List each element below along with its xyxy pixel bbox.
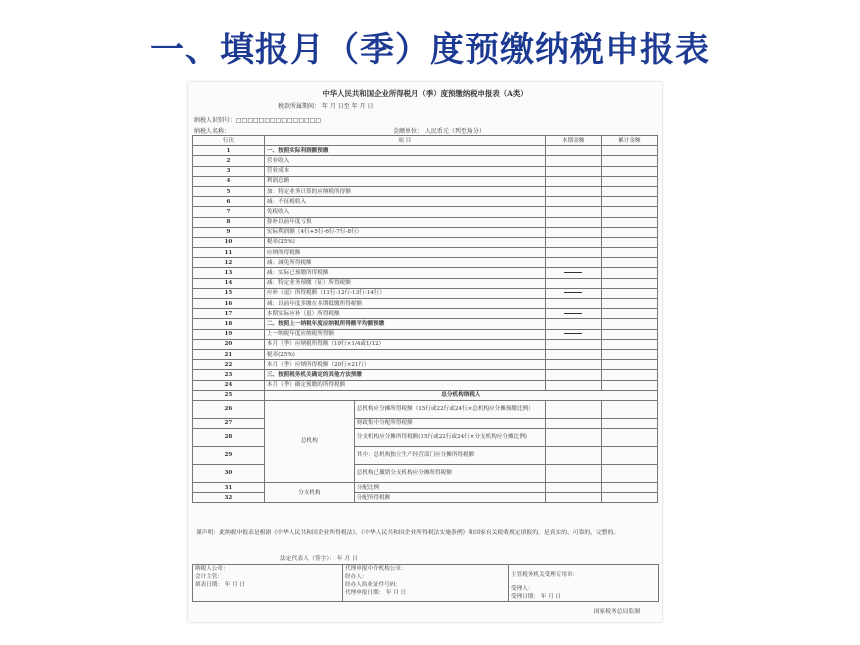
- table-row: [193, 319, 658, 329]
- current-amount-cell: [545, 258, 601, 268]
- header-cumulative: 累计金额: [601, 136, 657, 146]
- cumulative-amount-cell: [601, 217, 657, 227]
- cumulative-amount-cell: [601, 227, 657, 237]
- subsidiary-label: 分支机构: [264, 483, 354, 503]
- line-item: 本月（季）应纳所得税额（20行×21行）: [264, 360, 545, 370]
- table-row: [193, 278, 658, 288]
- line-item: 三、按照税务机关确定的其他方法预缴: [264, 370, 545, 380]
- sign-col-tax-office: [509, 565, 659, 602]
- table-row: [193, 248, 658, 258]
- current-amount-cell: [545, 278, 601, 288]
- table-row: [193, 156, 658, 166]
- current-amount-cell: [545, 156, 601, 166]
- line-item: 总机构已撤销分支机构应分摊所得税额: [354, 465, 545, 483]
- table-row: [193, 390, 658, 400]
- taxpayer-name: 纳税人名称：: [194, 128, 231, 135]
- branch-section-title: 总分机构纳税人: [264, 390, 657, 400]
- line-number: 21: [193, 349, 265, 359]
- current-amount-cell: [545, 370, 601, 380]
- not-applicable-dash: [564, 272, 582, 273]
- cumulative-amount-cell: [601, 349, 657, 359]
- form-footer: 国家税务总局监制: [593, 609, 640, 615]
- line-number: 5: [193, 186, 265, 196]
- header-item: 项 目: [264, 136, 545, 146]
- cumulative-amount-cell: [601, 360, 657, 370]
- header-current: 本期金额: [545, 136, 601, 146]
- line-item: 免税收入: [264, 207, 545, 217]
- line-number: 12: [193, 258, 265, 268]
- line-number: 16: [193, 299, 265, 309]
- line-number: 9: [193, 227, 265, 237]
- tax-period: 税款所属期间： 年 月 日至 年 月 日: [278, 103, 374, 110]
- current-amount-cell: [545, 309, 601, 319]
- table-row: [193, 360, 658, 370]
- legal-representative: 法定代表人（签字）： 年 月 日: [280, 556, 358, 562]
- line-number: 17: [193, 309, 265, 319]
- current-amount-cell: [545, 360, 601, 370]
- current-amount-cell: [545, 227, 601, 237]
- line-item: 二、按照上一纳税年度应纳税所得额平均额预缴: [264, 319, 545, 329]
- not-applicable-dash: [564, 333, 582, 334]
- line-number: 32: [193, 493, 265, 503]
- agent-seal: 代理申报中介机构公章：: [345, 566, 407, 572]
- agent-handler: 经办人：: [345, 574, 368, 580]
- cumulative-amount-cell: [601, 329, 657, 339]
- hq-label: 总机构: [264, 400, 354, 482]
- line-number: 23: [193, 370, 265, 380]
- line-item: 总机构应分摊所得税额（15行或22行或24行×总机构应分摊预缴比例）: [354, 400, 545, 418]
- line-item: 本月（季）应纳税所得额（19行×1/4或1/12）: [264, 339, 545, 349]
- line-item: 弥补以前年度亏损: [264, 217, 545, 227]
- line-item: 利润总额: [264, 176, 545, 186]
- table-row: [193, 370, 658, 380]
- cumulative-amount-cell: [601, 186, 657, 196]
- cumulative-amount-cell: [601, 447, 657, 465]
- current-amount-cell: [545, 400, 601, 418]
- line-item: 分支机构应分摊所得税额(15行或22行或24行×分支机构应分摊比例): [354, 429, 545, 447]
- line-number: 31: [193, 483, 265, 493]
- line-item: 财政集中分配所得税额: [354, 418, 545, 428]
- line-number: 18: [193, 319, 265, 329]
- line-item: 一、按照实际利润额预缴: [264, 146, 545, 156]
- line-number: 20: [193, 339, 265, 349]
- line-item: 营业成本: [264, 166, 545, 176]
- cumulative-amount-cell: [601, 288, 657, 298]
- fill-date: 填表日期： 年 月 日: [195, 582, 246, 588]
- cumulative-amount-cell: [601, 176, 657, 186]
- header-line: 行次: [193, 136, 265, 146]
- cumulative-amount-cell: [601, 299, 657, 309]
- line-number: 8: [193, 217, 265, 227]
- table-row: [193, 258, 658, 268]
- table-row: [193, 288, 658, 298]
- current-amount-cell: [545, 493, 601, 503]
- current-amount-cell: [545, 176, 601, 186]
- table-row: [193, 186, 658, 196]
- table-row: [193, 380, 658, 390]
- line-item: 税率(25%): [264, 349, 545, 359]
- line-number: 30: [193, 465, 265, 483]
- table-row: [193, 176, 658, 186]
- sign-col-agent: [343, 565, 509, 602]
- cumulative-amount-cell: [601, 248, 657, 258]
- line-number: 29: [193, 447, 265, 465]
- table-row: [193, 447, 658, 465]
- cumulative-amount-cell: [601, 370, 657, 380]
- table-row: [193, 418, 658, 428]
- line-number: 4: [193, 176, 265, 186]
- line-number: 13: [193, 268, 265, 278]
- line-item: 实际利润额（4行+5行-6行-7行-8行）: [264, 227, 545, 237]
- line-number: 24: [193, 380, 265, 390]
- sign-col-taxpayer: [193, 565, 343, 602]
- line-number: 10: [193, 237, 265, 247]
- table-row: [193, 493, 658, 503]
- line-item: 分配所得税额: [354, 493, 545, 503]
- cumulative-amount-cell: [601, 493, 657, 503]
- tax-office-seal: 主管税务机关受理专用章：: [511, 572, 579, 578]
- table-row: [193, 146, 658, 156]
- current-amount-cell: [545, 349, 601, 359]
- declaration-text: 谨声明：此纳税申报表是根据《中华人民共和国企业所得税法》、《中华人民共和国企业所得税法实施条例》和国家有关税收规定填报的，是真实的、可靠的、完整的。: [196, 530, 620, 536]
- cumulative-amount-cell: [601, 268, 657, 278]
- current-amount-cell: [545, 217, 601, 227]
- line-item: 营业收入: [264, 156, 545, 166]
- current-amount-cell: [545, 237, 601, 247]
- line-number: 26: [193, 400, 265, 418]
- table-row: [193, 400, 658, 418]
- current-amount-cell: [545, 418, 601, 428]
- line-number: 7: [193, 207, 265, 217]
- cumulative-amount-cell: [601, 465, 657, 483]
- current-amount-cell: [545, 329, 601, 339]
- line-item: 应补（退）所得税额（11行-12行-13行-14行）: [264, 288, 545, 298]
- line-item: 减：减免所得税额: [264, 258, 545, 268]
- current-amount-cell: [545, 166, 601, 176]
- line-number: 25: [193, 390, 265, 400]
- cumulative-amount-cell: [601, 146, 657, 156]
- line-number: 3: [193, 166, 265, 176]
- cumulative-amount-cell: [601, 156, 657, 166]
- not-applicable-dash: [564, 313, 582, 314]
- table-row: [193, 166, 658, 176]
- line-number: 22: [193, 360, 265, 370]
- signature-table: [192, 564, 659, 602]
- cumulative-amount-cell: [601, 319, 657, 329]
- line-number: 27: [193, 418, 265, 428]
- table-row: [193, 339, 658, 349]
- table-header-row: [193, 136, 658, 146]
- line-item: 上一纳税年度应纳税所得额: [264, 329, 545, 339]
- agent-cert-no: 经办人执业证件号码：: [345, 582, 401, 588]
- current-amount-cell: [545, 465, 601, 483]
- table-row: [193, 329, 658, 339]
- line-number: 15: [193, 288, 265, 298]
- line-item: 本月（季）确定预缴的所得税额: [264, 380, 545, 390]
- cumulative-amount-cell: [601, 400, 657, 418]
- cumulative-amount-cell: [601, 418, 657, 428]
- tax-form-image: [188, 82, 662, 622]
- table-row: [193, 349, 658, 359]
- current-amount-cell: [545, 339, 601, 349]
- table-row: [193, 465, 658, 483]
- line-number: 28: [193, 429, 265, 447]
- cumulative-amount-cell: [601, 237, 657, 247]
- table-row: [193, 299, 658, 309]
- cumulative-amount-cell: [601, 429, 657, 447]
- line-number: 1: [193, 146, 265, 156]
- current-amount-cell: [545, 319, 601, 329]
- line-item: 减：实际已预缴所得税额: [264, 268, 545, 278]
- line-number: 11: [193, 248, 265, 258]
- current-amount-cell: [545, 299, 601, 309]
- cumulative-amount-cell: [601, 207, 657, 217]
- table-row: [193, 207, 658, 217]
- table-row: [193, 309, 658, 319]
- table-row: [193, 217, 658, 227]
- current-amount-cell: [545, 429, 601, 447]
- amount-unit: 金额单位： 人民币元（列至角分）: [393, 128, 485, 135]
- line-item: 应纳所得税额: [264, 248, 545, 258]
- line-number: 14: [193, 278, 265, 288]
- cumulative-amount-cell: [601, 197, 657, 207]
- cumulative-amount-cell: [601, 166, 657, 176]
- receiver: 受理人：: [511, 586, 534, 592]
- cumulative-amount-cell: [601, 309, 657, 319]
- receive-date: 受理日期： 年 月 日: [511, 594, 562, 600]
- table-row: [193, 429, 658, 447]
- taxpayer-seal: 纳税人公章：: [195, 566, 229, 572]
- current-amount-cell: [545, 483, 601, 493]
- current-amount-cell: [545, 248, 601, 258]
- table-row: [193, 483, 658, 493]
- cumulative-amount-cell: [601, 339, 657, 349]
- table-row: [193, 237, 658, 247]
- current-amount-cell: [545, 207, 601, 217]
- current-amount-cell: [545, 288, 601, 298]
- line-number: 6: [193, 197, 265, 207]
- line-item: 减：以前年度多缴在本期抵缴所得税额: [264, 299, 545, 309]
- line-item: 减：特定业务预缴（征）所得税额: [264, 278, 545, 288]
- current-amount-cell: [545, 197, 601, 207]
- current-amount-cell: [545, 146, 601, 156]
- form-title: 中华人民共和国企业所得税月（季）度预缴纳税申报表（A类）: [322, 89, 528, 98]
- taxpayer-id: 纳税人识别号：□□□□□□□□□□□□□□□: [194, 117, 322, 124]
- cumulative-amount-cell: [601, 483, 657, 493]
- agent-date: 代理申报日期： 年 月 日: [345, 590, 407, 596]
- cumulative-amount-cell: [601, 278, 657, 288]
- line-number: 19: [193, 329, 265, 339]
- line-item: 税率(25%): [264, 237, 545, 247]
- current-amount-cell: [545, 268, 601, 278]
- cumulative-amount-cell: [601, 380, 657, 390]
- current-amount-cell: [545, 186, 601, 196]
- not-applicable-dash: [564, 292, 582, 293]
- table-row: [193, 227, 658, 237]
- current-amount-cell: [545, 447, 601, 465]
- table-row: [193, 268, 658, 278]
- line-item: 减：不征税收入: [264, 197, 545, 207]
- line-item: 加：特定业务计算的应纳税所得额: [264, 186, 545, 196]
- table-row: [193, 197, 658, 207]
- slide-title: 一、填报月（季）度预缴纳税申报表: [150, 30, 710, 70]
- line-item: 分配比例: [354, 483, 545, 493]
- accounting-supervisor: 会计主管：: [195, 574, 223, 580]
- line-item: 其中：总机构独立生产经营部门应分摊所得税额: [354, 447, 545, 465]
- current-amount-cell: [545, 380, 601, 390]
- line-item: 本期实际应补（退）所得税额: [264, 309, 545, 319]
- declaration-table: [192, 135, 658, 503]
- cumulative-amount-cell: [601, 258, 657, 268]
- line-number: 2: [193, 156, 265, 166]
